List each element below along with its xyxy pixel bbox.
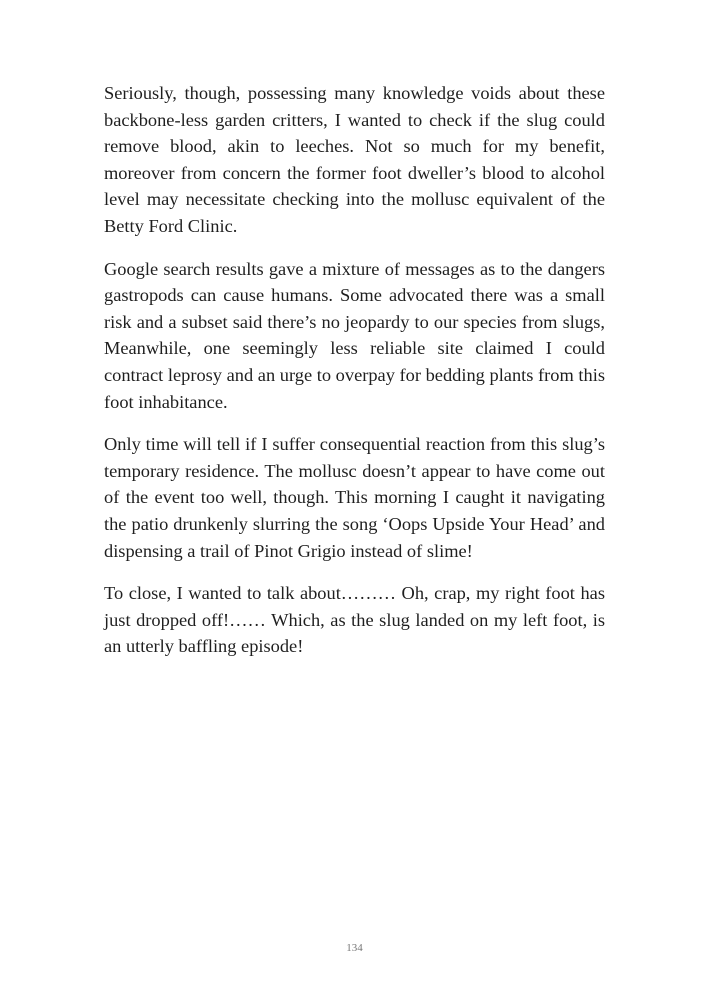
paragraph-2: Google search results gave a mixture of messages as to the dangers gastropods can cause humans. Some advocated there was a small risk and a subset said there’s no jeopardy to our species from slugs, Meanwhile, one seemingly less reliable site claimed I could contract leprosy and an urge to overpay for bedding plants from this foot inhabitance. (104, 258, 605, 412)
paragraph-1: Seriously, though, possessing many knowledge voids about these backbone-less garden critters, I wanted to check if the slug could remove blood, akin to leeches. Not so much for my benefit, moreover from concern the former foot dweller’s blood to alcohol level may necessitate checking into the mollusc equivalent of the Betty Ford Clinic. (104, 83, 605, 236)
page-number: 134 (346, 942, 363, 954)
paragraph-3: Only time will tell if I suffer consequential reaction from this slug’s temporary residence. The mollusc doesn’t appear to have come out of the event too well, though. This morning I caught it navigating the patio drunkenly slurring the song ‘Oops Upside Your Head’ and dispensing a trail of Pinot Grigio instead of slime! (104, 434, 605, 561)
paragraph-4: To close, I wanted to talk about……… Oh, crap, my right foot has just dropped off!…… Which, as the slug landed on my left foot, is an utterly baffling episode! (104, 583, 605, 657)
page-body (104, 80, 605, 676)
